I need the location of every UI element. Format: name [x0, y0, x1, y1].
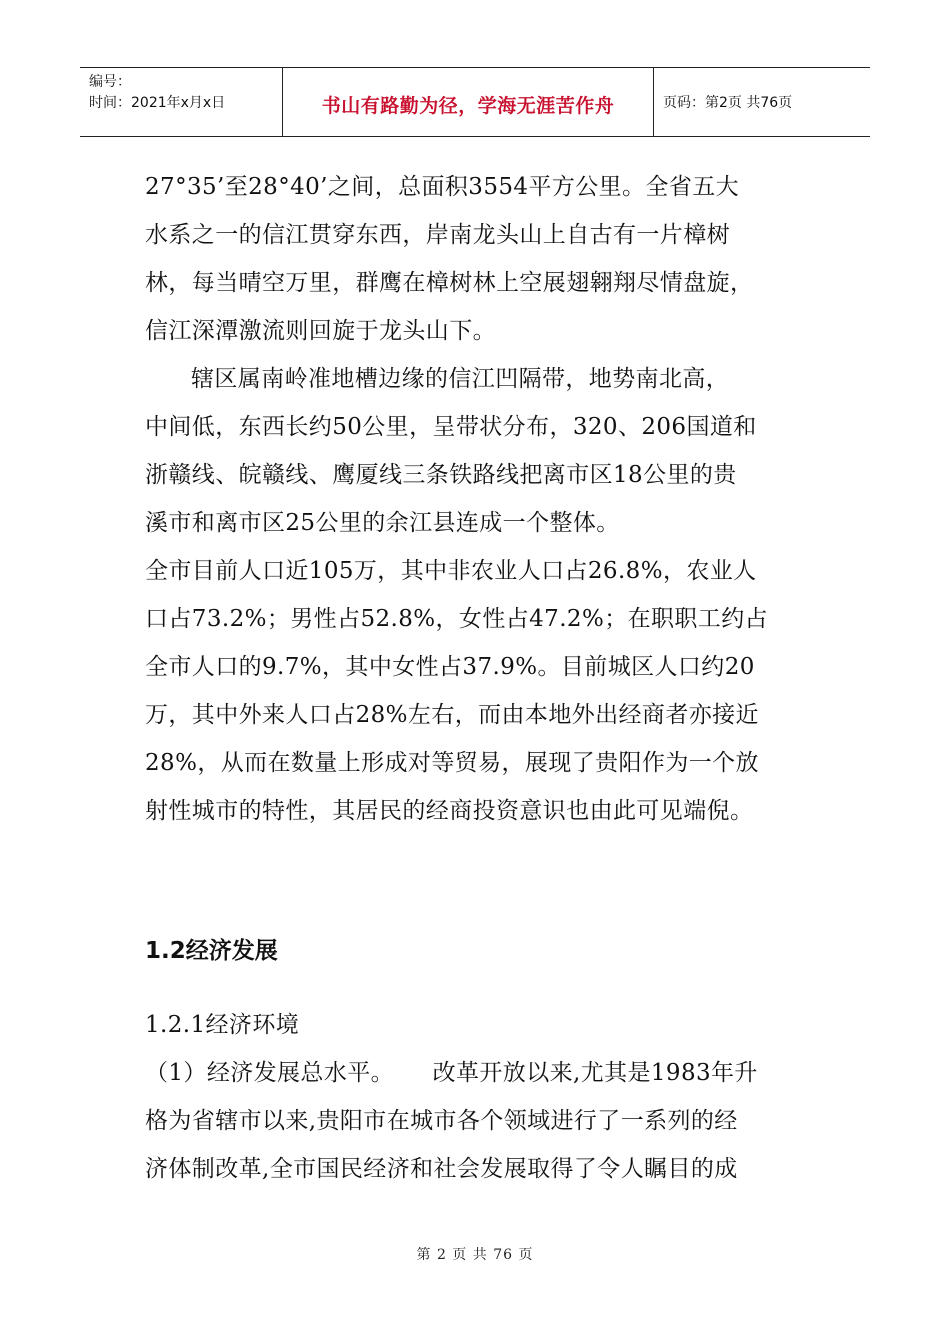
header-page-info: 页码：第2页 共76页 [663, 95, 793, 111]
text-line: 全市人口的9.7%，其中女性占37.9%。目前城区人口约20 [145, 654, 755, 680]
text-line: （1）经济发展总水平。 改革开放以来,尤其是1983年升 [145, 1060, 758, 1086]
text-line: 全市目前人口近105万，其中非农业人口占26.8%，农业人 [145, 558, 757, 584]
text-line: 口占73.2%；男性占52.8%，女性占47.2%；在职职工约占 [145, 606, 768, 632]
text-line: 浙赣线、皖赣线、鹰厦线三条铁路线把离市区18公里的贵 [145, 462, 737, 488]
text-line: 辖区属南岭准地槽边缘的信江凹隔带，地势南北高， [191, 366, 730, 392]
text-line: 中间低，东西长约50公里，呈带状分布，320、206国道和 [145, 414, 757, 440]
text-line: 万，其中外来人口占28%左右，而由本地外出经商者亦接近 [145, 702, 759, 728]
text-line: 射性城市的特性，其居民的经商投资意识也由此可见端倪。 [145, 798, 754, 824]
paragraph-location [145, 163, 810, 355]
document-header [80, 67, 870, 137]
header-meta-cell [80, 68, 283, 136]
document-number-label: 编号： [89, 74, 131, 90]
header-motto-cell [283, 68, 654, 136]
section-body [145, 1001, 810, 1193]
paragraph-population [145, 547, 810, 835]
text-line: 信江深潭激流则回旋于龙头山下。 [145, 318, 496, 344]
text-line: 林，每当晴空万里，群鹰在樟树林上空展翅翱翔尽情盘旋， [145, 270, 754, 296]
text-line: 溪市和离市区25公里的余江县连成一个整体。 [145, 510, 620, 536]
header-page-cell [654, 68, 870, 136]
paragraph-terrain [145, 355, 810, 547]
document-body [145, 163, 810, 835]
text-line: 27°35’至28°40’之间，总面积3554平方公里。全省五大 [145, 174, 740, 200]
text-line: 28%，从而在数量上形成对等贸易，展现了贵阳作为一个放 [145, 750, 759, 776]
text-line: 济体制改革,全市国民经济和社会发展取得了令人瞩目的成 [145, 1156, 738, 1182]
document-time-label: 时间：2021年x月x日 [89, 95, 226, 111]
header-motto: 书山有路勤为径，学海无涯苦作舟 [321, 94, 615, 117]
text-line: 水系之一的信江贯穿东西，岸南龙头山上自古有一片樟树 [145, 222, 730, 248]
section-heading: 1.2经济发展 [145, 938, 278, 964]
page-footer: 第 2 页 共 76 页 [416, 1247, 534, 1263]
section-subheading: 1.2.1经济环境 [145, 1012, 300, 1038]
text-line: 格为省辖市以来,贵阳市在城市各个领域进行了一系列的经 [145, 1108, 738, 1134]
